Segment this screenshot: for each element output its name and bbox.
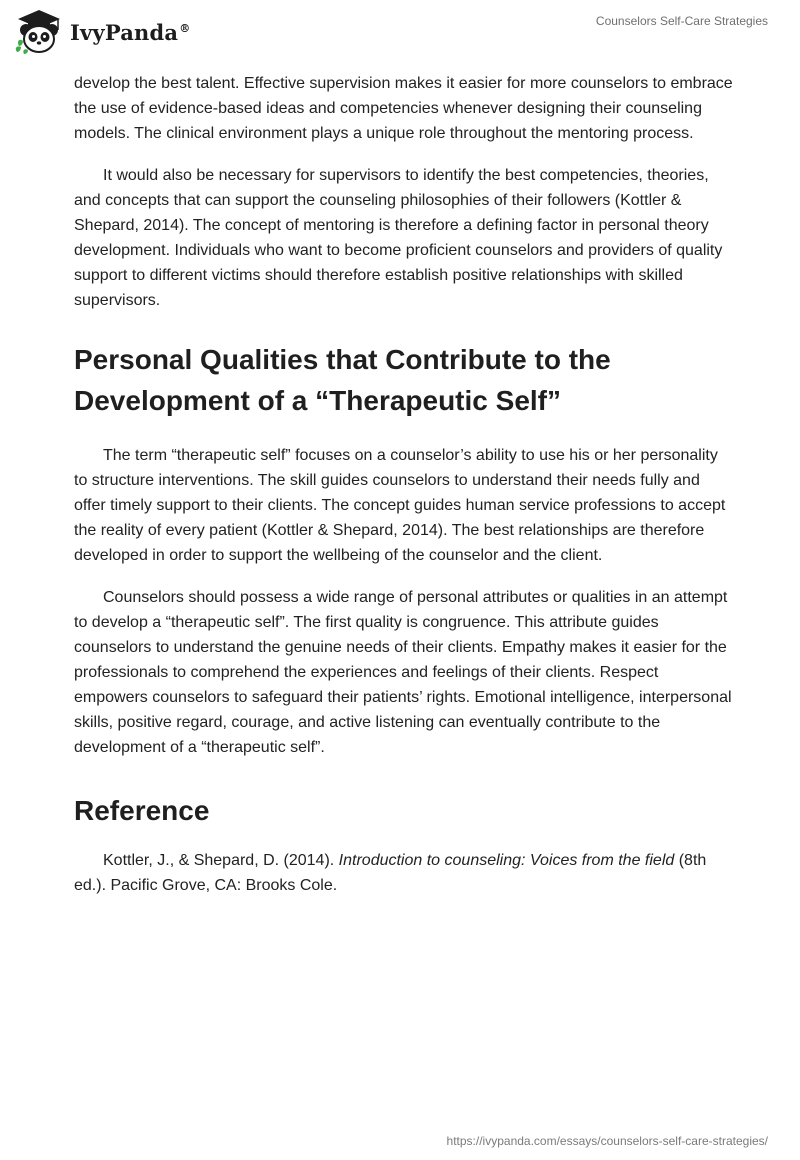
logo-text: IvyPanda® [70, 19, 191, 45]
page-header [0, 0, 800, 70]
reference-entry: Kottler, J., & Shepard, D. (2014). Introduction to counseling: Voices from the field (8th ed.). Pacific Grove, CA: Brooks Cole. [74, 852, 707, 894]
section-heading: Personal Qualities that Contribute to the Development of a “Therapeutic Self” [74, 344, 611, 416]
ivypanda-logo[interactable] [14, 8, 190, 56]
paragraph: The term “therapeutic self” focuses on a counselor’s ability to use his or her personality to structure interventions. The skill guides counselors to understand their needs fully and offer timely support to their clients. The concept guides human service professions to accept the reality of every patient (Kottler & Shepard, 2014). The best relationships are therefore developed in order to support the wellbeing of the counselor and the client. [74, 447, 726, 564]
paragraph: Counselors should possess a wide range of personal attributes or qualities in an attempt to develop a “therapeutic self”. The first quality is congruence. This attribute guides counselors to understand the genuine needs of their clients. Empathy makes it easier for the professionals to comprehend the experiences and feelings of their clients. Respect empowers counselors to safeguard their patients’ rights. Emotional intelligence, interpersonal skills, positive regard, courage, and active listening can eventually contribute to the development of a “therapeutic self”. [74, 589, 732, 756]
essay-content [74, 71, 734, 898]
source-url[interactable]: https://ivypanda.com/essays/counselors-self-care-strategies/ [446, 1134, 768, 1148]
paragraph: It would also be necessary for supervisors to identify the best competencies, theories, and concepts that can support the counseling philosophies of their followers (Kottler & Shepard, 2014). The concept of mentoring is therefore a defining factor in personal theory development. Individuals who want to become proficient counselors and providers of quality support to different victims should therefore establish positive relationships with skilled supervisors. [74, 167, 723, 309]
panda-graduate-icon [14, 8, 64, 56]
document-title: Counselors Self-Care Strategies [595, 14, 768, 28]
reference-heading: Reference [74, 795, 210, 826]
paragraph: develop the best talent. Effective supervision makes it easier for more counselors to embrace the use of evidence-based ideas and competencies whenever designing their counseling models. The clinical environment plays a unique role throughout the mentoring process. [74, 75, 733, 142]
reference-title: Introduction to counseling: Voices from the field [338, 852, 675, 869]
